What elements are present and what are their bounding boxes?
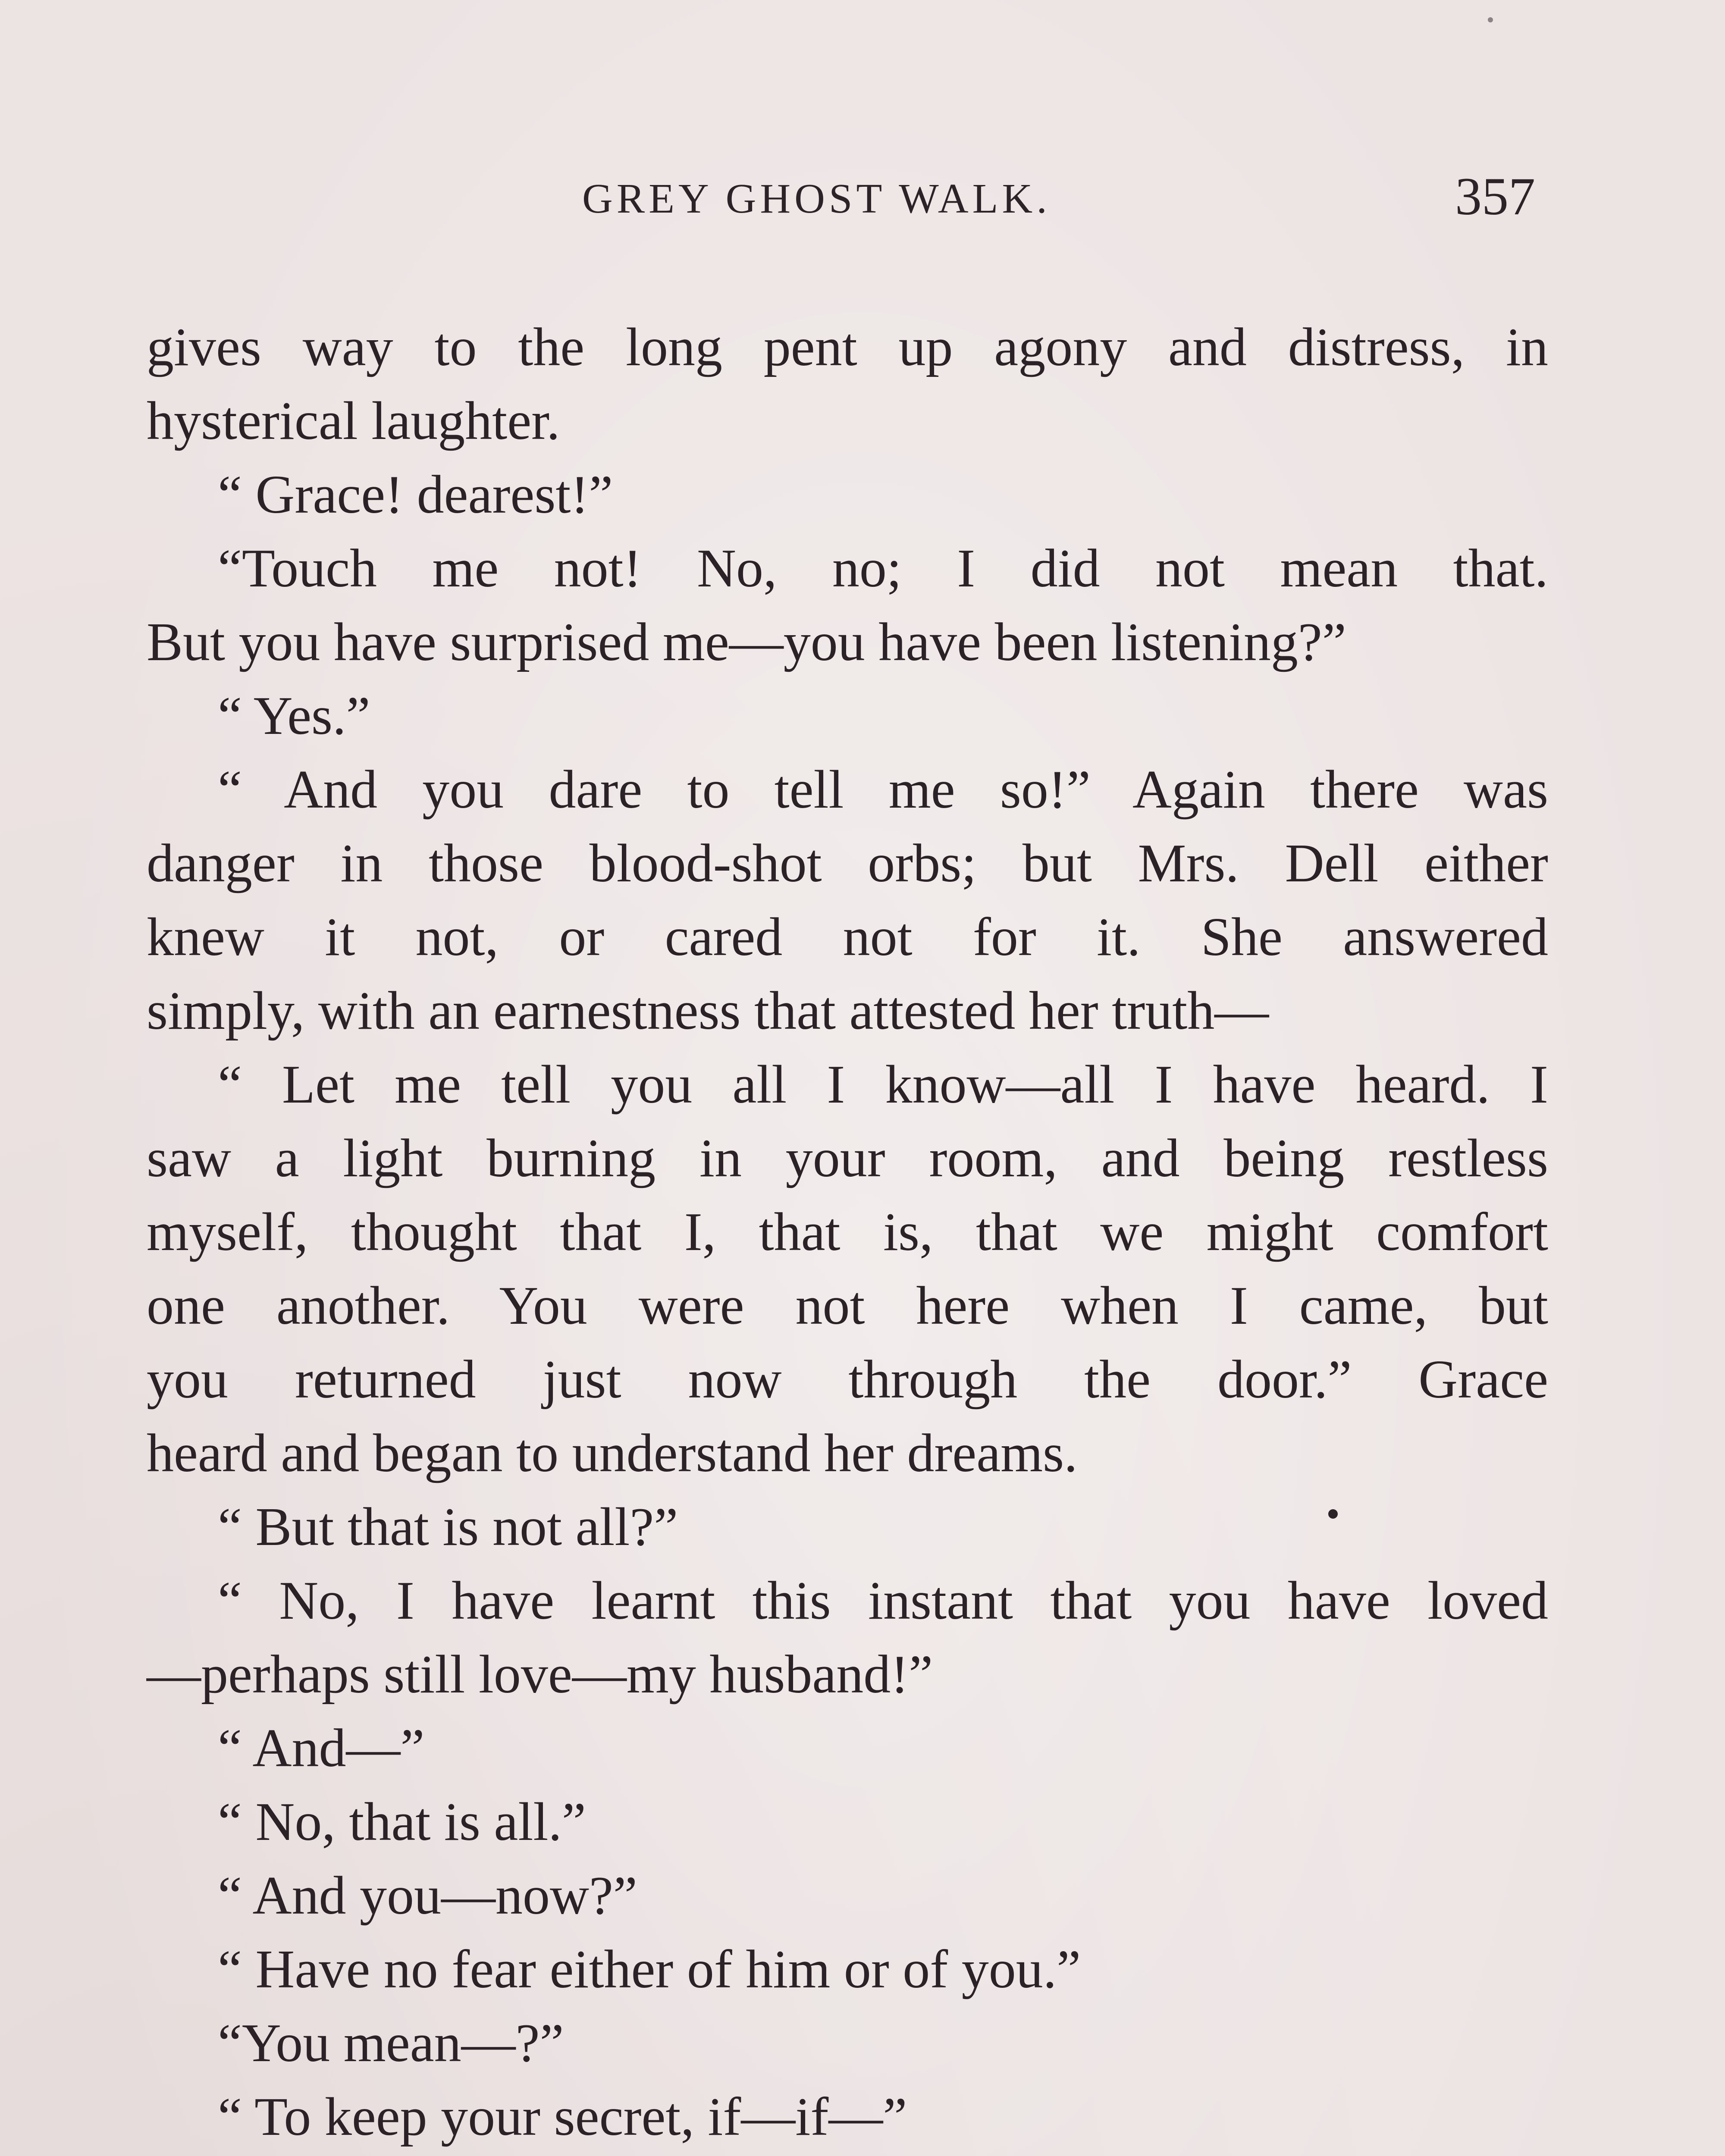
body-text	[147, 310, 1548, 2156]
running-head: GREY GHOST WALK.	[582, 175, 1051, 222]
page-number: 357	[1455, 167, 1535, 226]
text-line: simply, with an earnestness that attested her truth—	[147, 981, 1269, 1041]
text-line: “ To keep your secret, if—if—”	[218, 2087, 907, 2147]
text-line: “ Have no fear either of him or of you.”	[218, 1940, 1081, 1999]
text-line: gives way to the long pent up agony and distress, in	[147, 317, 1548, 377]
text-line	[147, 2154, 1548, 2156]
text-line: “ Let me tell you all I know—all I have heard. I	[218, 1055, 1548, 1115]
text-line: “ And you—now?”	[218, 1866, 637, 1926]
text-line: But you have surprised me—you have been listening?”	[147, 612, 1346, 672]
text-line: myself, thought that I, that is, that we might comfort	[147, 1202, 1548, 1262]
text-line: hysterical laughter.	[147, 391, 560, 451]
text-line: knew it not, or cared not for it. She answered	[147, 907, 1548, 967]
text-line: “You mean—?”	[218, 2013, 564, 2073]
ink-speck	[1328, 1509, 1338, 1519]
text-line: heard and began to understand her dreams.	[147, 1423, 1078, 1483]
text-line: “ Grace! dearest!”	[218, 465, 613, 525]
page-header	[582, 167, 1535, 239]
text-line: “ And you dare to tell me so!” Again there was	[218, 760, 1548, 820]
text-line: danger in those blood-shot orbs; but Mrs. Dell either	[147, 834, 1548, 893]
text-line: saw a light burning in your room, and being restless	[147, 1128, 1548, 1188]
text-line: “ No, I have learnt this instant that you have loved	[218, 1571, 1548, 1631]
text-line: “Touch me not! No, no; I did not mean that.	[218, 539, 1548, 599]
text-line: “ And—”	[218, 1718, 425, 1778]
ink-speck	[1488, 17, 1493, 22]
text-line: “ Yes.”	[218, 686, 370, 746]
text-line: you returned just now through the door.” Grace	[147, 1350, 1548, 1410]
text-line: —perhaps still love—my husband!”	[147, 1645, 933, 1705]
text-line: “ No, that is all.”	[218, 1792, 586, 1852]
text-line: one another. You were not here when I came, but	[147, 1276, 1548, 1336]
text-line: “ But that is not all?”	[218, 1497, 678, 1557]
